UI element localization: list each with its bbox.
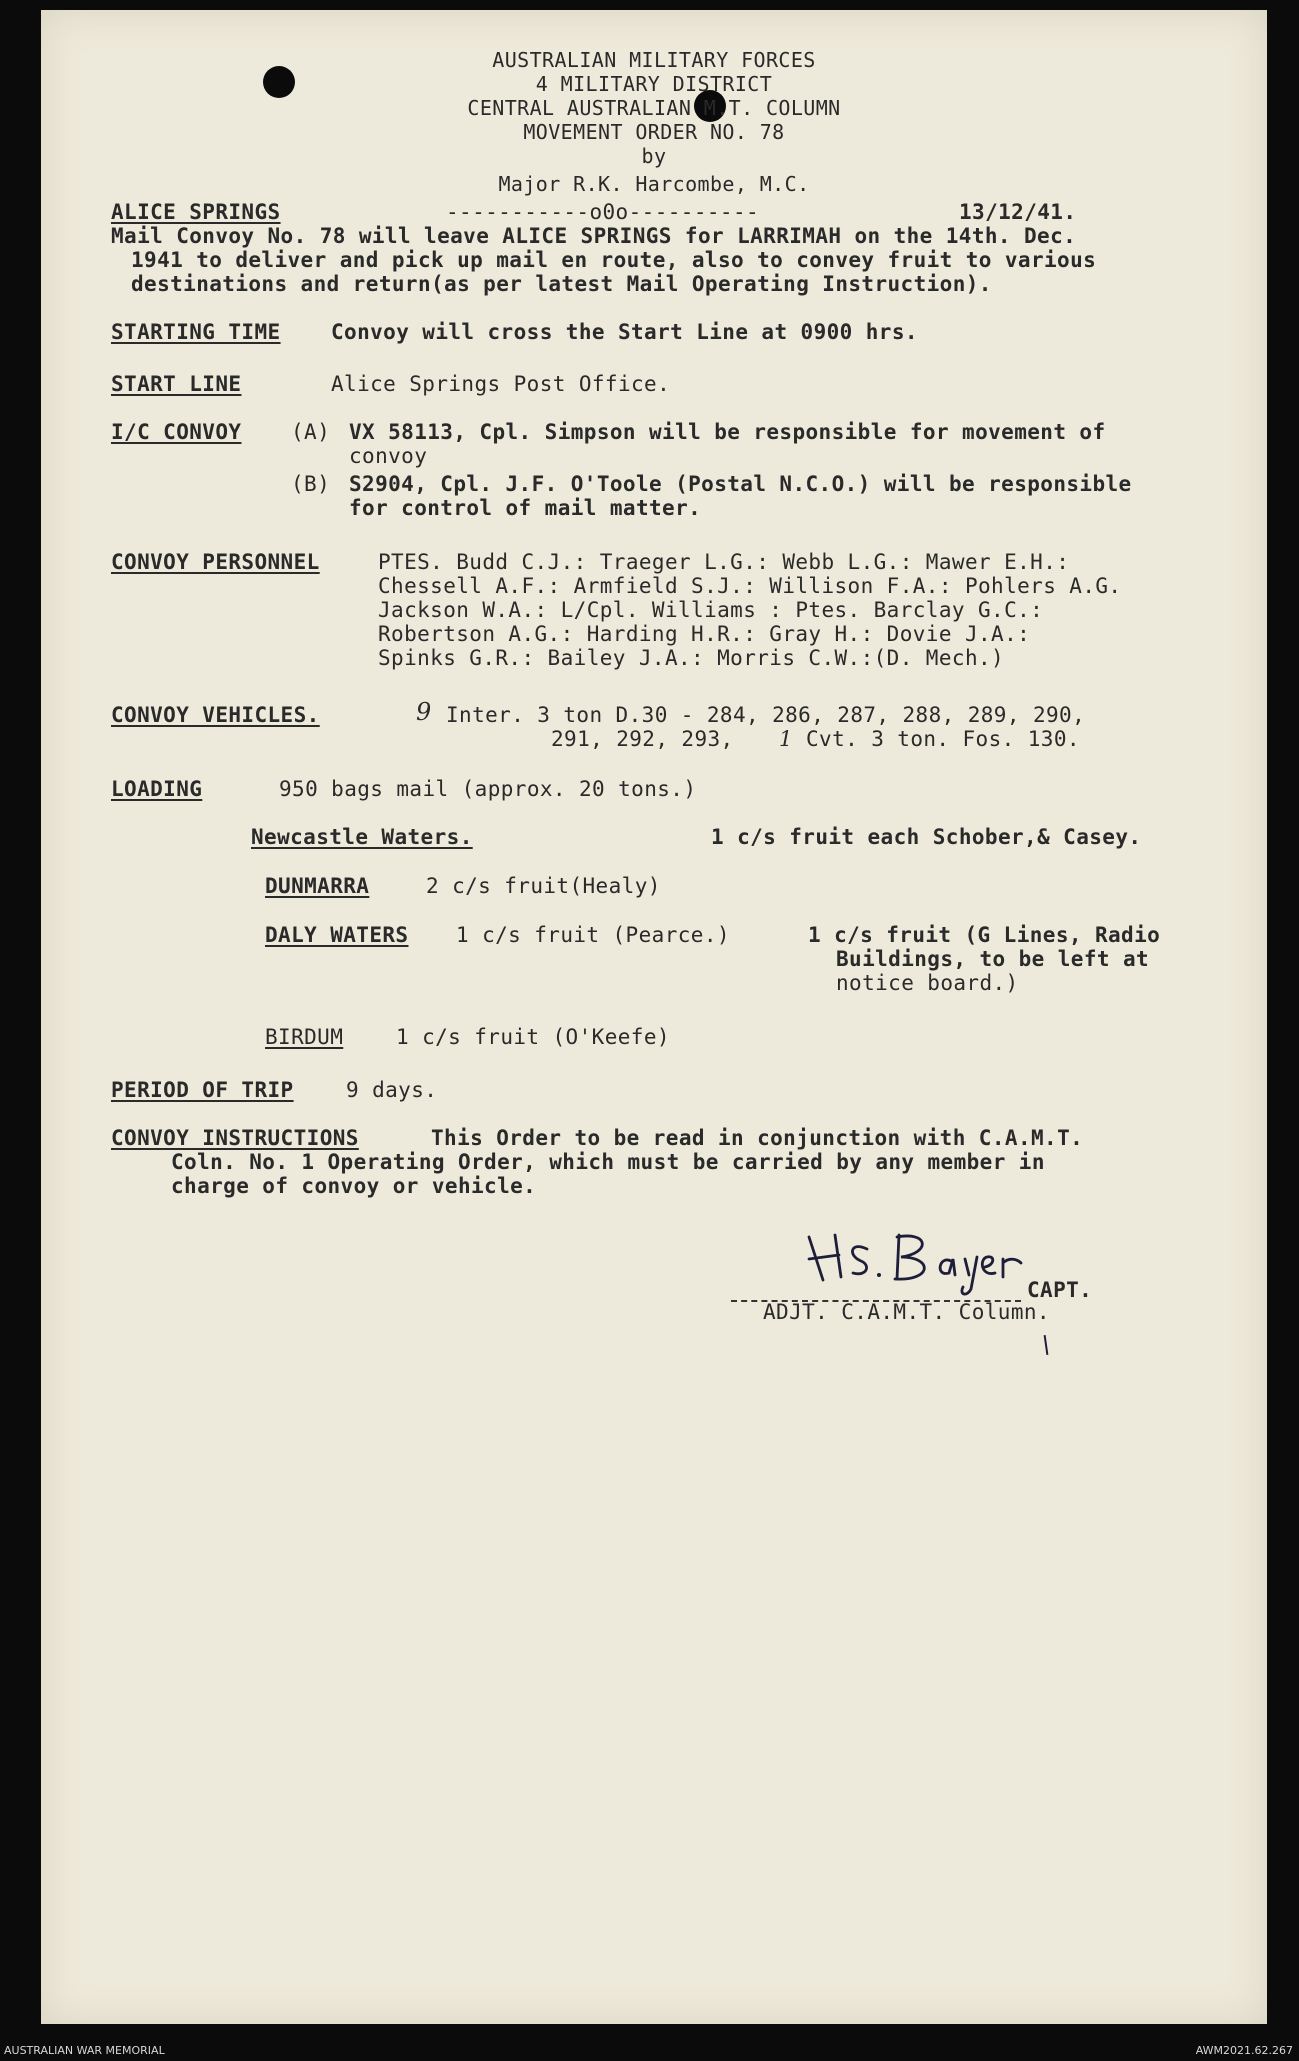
loading-heading: LOADING [111, 777, 203, 801]
dunmarra-text: 2 c/s fruit(Healy) [426, 874, 661, 898]
newcastle-waters-text: 1 c/s fruit each Schober,& Casey. [711, 825, 1142, 849]
daly-waters-text-2-line-1: 1 c/s fruit (G Lines, Radio [808, 923, 1161, 947]
header-line-4: MOVEMENT ORDER NO. 78 [523, 120, 785, 144]
personnel-line-3: Jackson W.A.: L/Cpl. Williams : Ptes. Barclay G.C.: [378, 598, 1044, 622]
birdum-label: BIRDUM [265, 1025, 344, 1049]
personnel-line-2: Chessell A.F.: Armfield S.J.: Willison F.A.: Pohlers A.G. [378, 574, 1122, 598]
starting-time-heading: STARTING TIME [111, 320, 281, 344]
place-heading: ALICE SPRINGS [111, 200, 281, 224]
ic-convoy-b-label: (B) [291, 472, 331, 496]
order-date: 13/12/41. [959, 200, 1077, 224]
daly-waters-label: DALY WATERS [265, 923, 409, 947]
dunmarra-label: DUNMARRA [265, 874, 370, 898]
header-line-5: by [641, 144, 667, 168]
personnel-line-1: PTES. Budd C.J.: Traeger L.G.: Webb L.G.: Mawer E.H.: [378, 550, 1070, 574]
period-heading: PERIOD OF TRIP [111, 1078, 294, 1102]
starting-time-text: Convoy will cross the Start Line at 0900 hrs. [331, 320, 918, 344]
footer-left: AUSTRALIAN WAR MEMORIAL [4, 2044, 165, 2057]
header-line-3: CENTRAL AUSTRALIAN M.T. COLUMN [467, 96, 841, 120]
signature-title: ADJT. C.A.M.T. Column. [763, 1300, 1050, 1324]
start-line-heading: START LINE [111, 372, 242, 396]
header-line-1: AUSTRALIAN MILITARY FORCES [492, 48, 816, 72]
instructions-heading: CONVOY INSTRUCTIONS [111, 1126, 359, 1150]
vehicles-line-2b: Cvt. 3 ton. Fos. 130. [806, 727, 1080, 751]
daly-waters-text-2-line-2: Buildings, to be left at [836, 947, 1150, 971]
vehicles-count-b: 1 [779, 727, 793, 751]
signature-rank: CAPT. [1027, 1278, 1093, 1302]
instructions-line-2: Coln. No. 1 Operating Order, which must be carried by any member in [171, 1150, 1045, 1174]
ic-convoy-a-label: (A) [291, 420, 331, 444]
separator: -----------o0o---------- [446, 200, 760, 224]
start-line-text: Alice Springs Post Office. [331, 372, 671, 396]
vehicles-line-1: Inter. 3 ton D.30 - 284, 286, 287, 288, 289, 290, [446, 703, 1086, 727]
vehicles-count-a: 9 [416, 698, 432, 726]
period-text: 9 days. [346, 1078, 438, 1102]
ic-convoy-a-line-1: VX 58113, Cpl. Simpson will be responsible for movement of [349, 420, 1106, 444]
personnel-heading: CONVOY PERSONNEL [111, 550, 320, 574]
header-line-6: Major R.K. Harcombe, M.C. [498, 172, 810, 196]
intro-line-3: destinations and return(as per latest Mail Operating Instruction). [131, 272, 992, 296]
intro-line-2: 1941 to deliver and pick up mail en route, also to convey fruit to various [131, 248, 1097, 272]
footer-right: AWM2021.62.267 [1195, 2044, 1293, 2057]
daly-waters-text-1: 1 c/s fruit (Pearce.) [456, 923, 730, 947]
ic-convoy-b-line-1: S2904, Cpl. J.F. O'Toole (Postal N.C.O.) will be responsible [349, 472, 1132, 496]
newcastle-waters-label: Newcastle Waters. [251, 825, 473, 849]
document-page [41, 10, 1267, 2024]
ic-convoy-b-line-2: for control of mail matter. [349, 496, 702, 520]
ic-convoy-a-line-2: convoy [349, 444, 428, 468]
instructions-line-1: This Order to be read in conjunction with C.A.M.T. [431, 1126, 1084, 1150]
ic-convoy-heading: I/C CONVOY [111, 420, 242, 444]
pen-mark [1044, 1335, 1049, 1355]
header-line-2: 4 MILITARY DISTRICT [535, 72, 773, 96]
loading-text: 950 bags mail (approx. 20 tons.) [279, 777, 697, 801]
instructions-line-3: charge of convoy or vehicle. [171, 1174, 537, 1198]
daly-waters-text-2-line-3: notice board.) [836, 971, 1019, 995]
personnel-line-4: Robertson A.G.: Harding H.R.: Gray H.: Dovie J.A.: [378, 622, 1031, 646]
personnel-line-5: Spinks G.R.: Bailey J.A.: Morris C.W.:(D. Mech.) [378, 646, 1005, 670]
vehicles-line-2: 291, 292, 293, [551, 727, 734, 751]
intro-line-1: Mail Convoy No. 78 will leave ALICE SPRINGS for LARRIMAH on the 14th. Dec. [111, 224, 1077, 248]
vehicles-heading: CONVOY VEHICLES. [111, 703, 320, 727]
birdum-text: 1 c/s fruit (O'Keefe) [396, 1025, 670, 1049]
